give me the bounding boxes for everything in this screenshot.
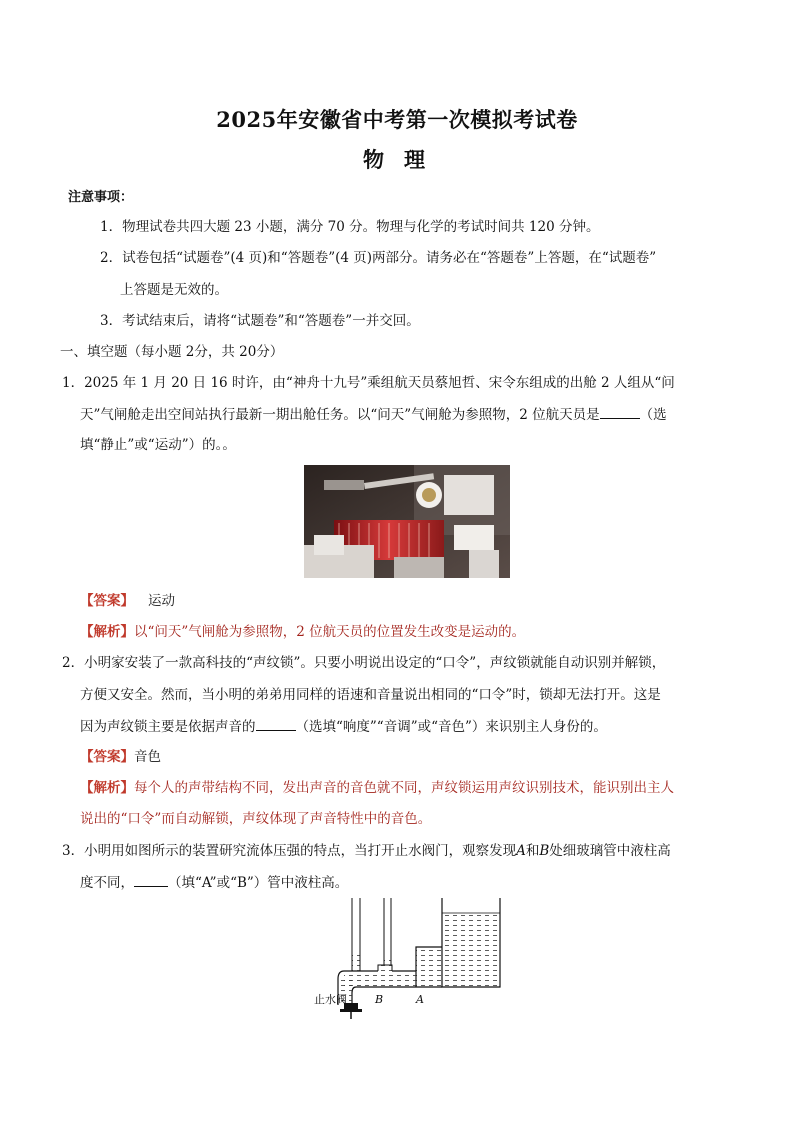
q2-analysis-tag: 【解析】 (80, 780, 134, 796)
tube-a-label: A (416, 993, 424, 1006)
q3-line-1 (62, 842, 671, 860)
q1-answer-text: 运动 (148, 593, 175, 609)
notice-item-3: 3．考试结束后，请将“试题卷”和“答题卷”一并交回。 (100, 313, 420, 329)
fluid-pressure-diagram (308, 893, 513, 1023)
q3-line-2 (80, 873, 348, 892)
q1-answer (80, 592, 175, 610)
q1-analysis-text: 以“问天”气闸舱为参照物，2 位航天员的位置发生改变是运动的。 (134, 624, 526, 640)
q1-answer-blank (600, 405, 640, 419)
q1-analysis (80, 623, 525, 641)
q2-answer-blank (256, 717, 296, 731)
spacewalk-photo (304, 465, 510, 578)
q1-line-2-end: （选 (639, 407, 667, 423)
q2-answer-tag: 【答案】 (80, 749, 134, 765)
q1-analysis-tag: 【解析】 (80, 624, 134, 640)
q3-line-1-end: 处细玻璃管中液柱高 (549, 843, 671, 859)
q2-analysis-2: 说出的“口令”而自动解锁，声纹体现了声音特性中的音色。 (80, 811, 432, 827)
q3-var-b: B (539, 843, 550, 859)
section-heading: 一、填空题（每小题 2分，共 20分） (60, 344, 284, 360)
q3-answer-blank (134, 873, 168, 887)
notice-item-1: 1．物理试卷共四大题 23 小题，满分 70 分。物理与化学的考试时间共 120 分钟。 (100, 219, 600, 235)
q2-line-3-end: （选填“响度”“音调”或“音色”）来识别主人身份的。 (295, 719, 607, 735)
notice-item-2-cont: 上答题是无效的。 (120, 282, 228, 298)
q2-line-3-text: 因为声纹锁主要是依据声音的 (80, 719, 256, 735)
q2-analysis-1 (80, 779, 674, 797)
q3-var-a: A (516, 843, 526, 859)
q2-line-1: 2．小明家安装了一款高科技的“声纹锁”。只要小明说出设定的“口令”，声纹锁就能自动识别并解锁， (62, 655, 666, 671)
q2-line-2: 方便又安全。然而，当小明的弟弟用同样的语速和音量说出相同的“口令”时，锁却无法打开。这是 (80, 687, 661, 703)
q1-line-1: 1．2025 年 1 月 20 日 16 时许，由“神舟十九号”乘组航天员蔡旭哲、宋令东组成的出舱 2 人组从“问 (62, 375, 675, 391)
notice-heading: 注意事项： (68, 190, 134, 205)
page-title: 2025年安徽省中考第一次模拟考试卷 (216, 107, 578, 132)
q2-line-3 (80, 717, 607, 736)
notice-item-2: 2．试卷包括“试题卷”(4 页)和“答题卷”(4 页)两部分。请务必在“答题卷”上答题，在“试题卷” (100, 250, 657, 266)
q3-line-2-end: （填“A”或“B”）管中液柱高。 (168, 875, 349, 891)
q1-line-3: 填“静止”或“运动”）的。。 (80, 437, 236, 453)
q1-line-2-text: 天”气闸舱走出空间站执行最新一期出舱任务。以“问天”气闸舱为参照物，2 位航天员是 (80, 407, 600, 423)
q2-answer (80, 748, 161, 766)
q3-line-1-text: 3．小明用如图所示的装置研究流体压强的特点，当打开止水阀门，观察发现 (62, 843, 517, 859)
tube-b-label: B (375, 993, 384, 1006)
q3-line-2-text: 度不同， (80, 875, 134, 891)
q2-answer-text: 音色 (134, 749, 161, 765)
spacewalk-illustration (304, 465, 510, 578)
q2-analysis-text-1: 每个人的声带结构不同，发出声音的音色就不同，声纹锁运用声纹识别技术，能识别出主人 (134, 780, 674, 796)
q1-line-2 (80, 405, 667, 424)
q1-answer-tag: 【答案】 (80, 593, 134, 609)
valve-label: 止水阀 (314, 993, 347, 1006)
subject-title: 物理 (363, 147, 445, 172)
q3-mid: 和 (525, 843, 540, 859)
